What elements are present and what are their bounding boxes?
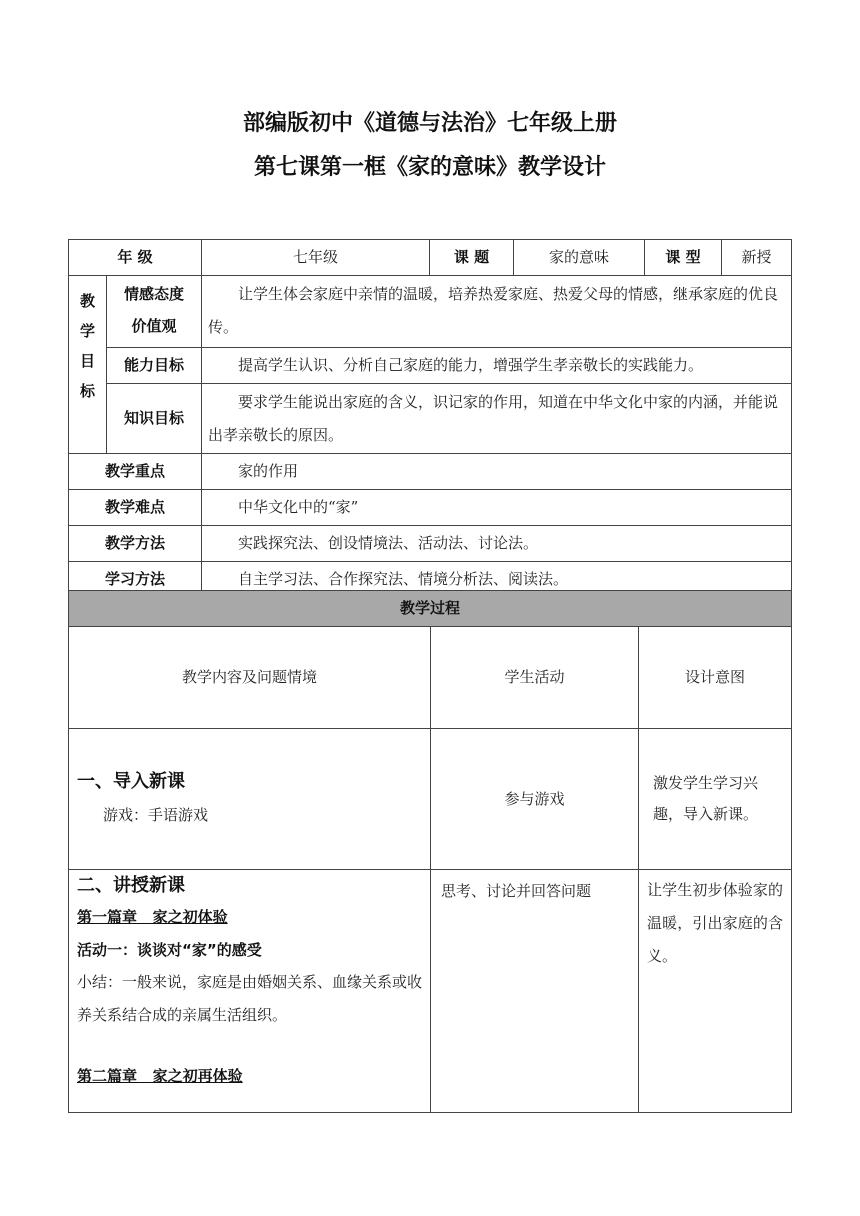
- intro-content-cell: [69, 729, 431, 870]
- teaching-method-label: 教学方法: [69, 526, 202, 562]
- new-lesson-heading: 二、讲授新课: [77, 875, 185, 896]
- goal-ability-text: 提高学生认识、分析自己家庭的能力，增强学生孝亲敬长的实践能力。: [202, 348, 792, 384]
- lesson-info-table: [68, 239, 792, 598]
- goal-knowledge-label: 知识目标: [107, 384, 202, 454]
- learning-method-text: 自主学习法、合作探究法、情境分析法、阅读法。: [202, 562, 792, 598]
- difficulty-text: 中华文化中的“家”: [202, 490, 792, 526]
- document-title: 部编版初中《道德与法治》七年级上册: [242, 111, 617, 136]
- grade-label: 年 级: [69, 240, 202, 276]
- key-point-label: 教学重点: [69, 454, 202, 490]
- goal-emotion-text: 让学生体会家庭中亲情的温暖，培养热爱家庭、热爱父母的情感，继承家庭的优良传。: [202, 276, 792, 348]
- col-intent-header: 设计意图: [639, 627, 792, 729]
- col-content-header: 教学内容及问题情境: [69, 627, 431, 729]
- new-lesson-intent: 让学生初步体验家的温暖，引出家庭的含义。: [639, 870, 792, 1113]
- new-lesson-activity: 思考、讨论并回答问题: [431, 870, 639, 1113]
- intro-game-text: 游戏：手语游戏: [103, 806, 209, 824]
- process-header: 教学过程: [69, 591, 792, 627]
- chapter2-heading: 第二篇章 家之初再体验: [77, 1067, 243, 1085]
- topic-value: 家的意味: [514, 240, 645, 276]
- intro-heading: 一、导入新课: [77, 771, 185, 792]
- type-value: 新授: [722, 240, 792, 276]
- topic-label: 课 题: [430, 240, 514, 276]
- key-point-text: 家的作用: [202, 454, 792, 490]
- learning-method-label: 学习方法: [69, 562, 202, 598]
- col-activity-header: 学生活动: [431, 627, 639, 729]
- teaching-goals-label: 教 学 目 标: [69, 276, 107, 454]
- document-subtitle: 第七课第一框《家的意味》教学设计: [253, 155, 606, 180]
- activity1-heading: 活动一：谈谈对“家”的感受: [77, 941, 262, 959]
- new-lesson-content-cell: [69, 870, 431, 1113]
- goal-knowledge-text: 要求学生能说出家庭的含义，识记家的作用，知道在中华文化中家的内涵，并能说出孝亲敬长的原因。: [202, 384, 792, 454]
- intro-intent: 激发学生学习兴趣，导入新课。: [639, 729, 792, 870]
- intro-activity: 参与游戏: [431, 729, 639, 870]
- grade-value: 七年级: [202, 240, 430, 276]
- teaching-method-text: 实践探究法、创设情境法、活动法、讨论法。: [202, 526, 792, 562]
- goal-ability-label: 能力目标: [107, 348, 202, 384]
- type-label: 课 型: [645, 240, 722, 276]
- goal-emotion-label: 情感态度 价值观: [107, 276, 202, 348]
- chapter1-heading: 第一篇章 家之初体验: [77, 908, 228, 926]
- teaching-process-table: [68, 590, 792, 1113]
- difficulty-label: 教学难点: [69, 490, 202, 526]
- summary-text: 小结：一般来说，家庭是由婚姻关系、血缘关系或收养关系结合成的亲属生活组织。: [77, 973, 423, 1024]
